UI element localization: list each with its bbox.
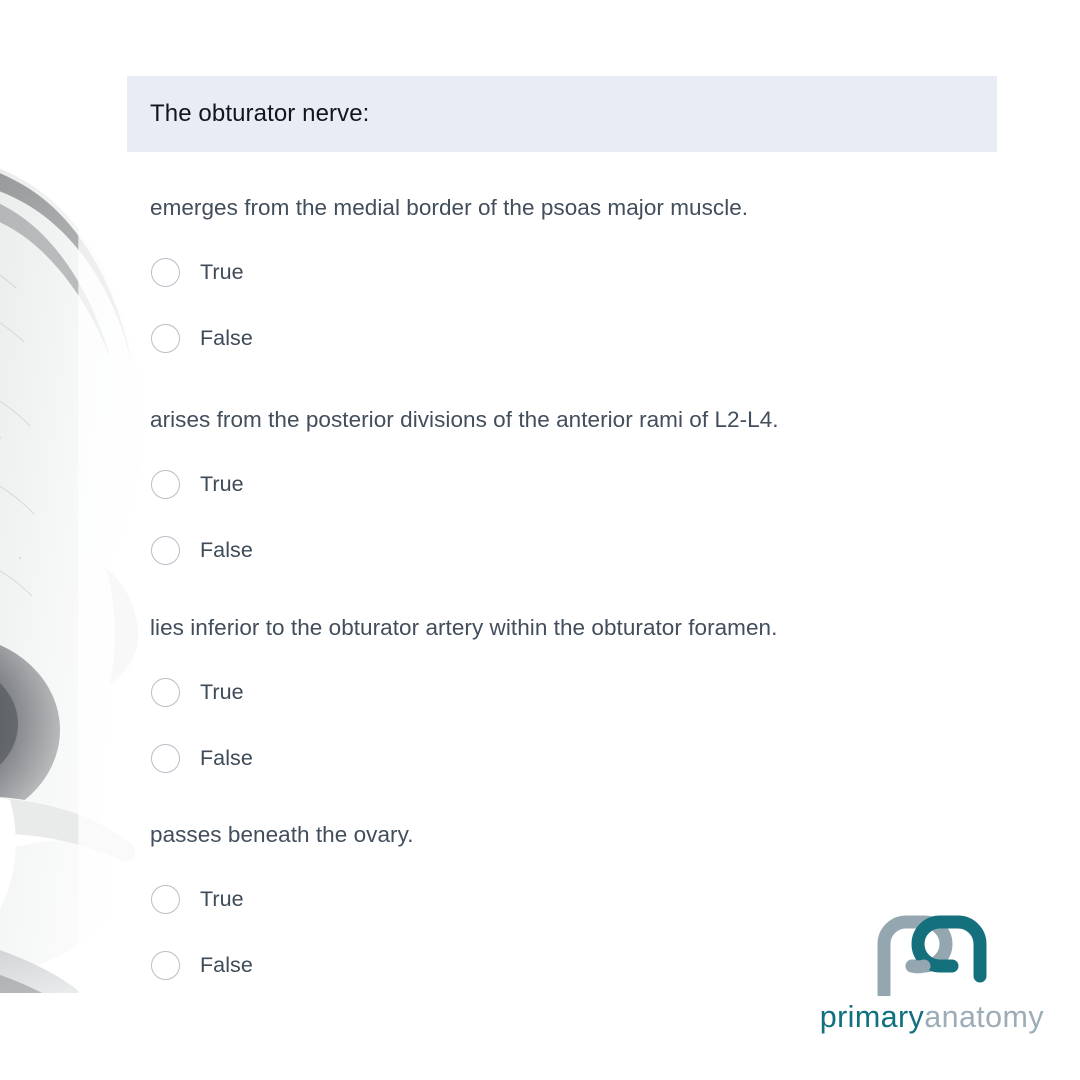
option-row-true[interactable] <box>151 675 244 709</box>
option-label-true: True <box>200 259 244 284</box>
question-text: arises from the posterior divisions of the anterior rami of L2-L4. <box>150 407 779 432</box>
option-label-true: True <box>200 886 244 911</box>
question-block <box>150 613 1010 770</box>
pa-monogram-icon <box>872 910 992 996</box>
radio-button-true[interactable] <box>151 678 180 707</box>
radio-button-false[interactable] <box>151 324 180 353</box>
brand-word-anatomy: anatomy <box>924 999 1044 1034</box>
question-block <box>150 193 1010 350</box>
option-row-true[interactable] <box>151 255 244 289</box>
option-row-false[interactable] <box>151 741 253 775</box>
brand-wordmark <box>819 999 1044 1034</box>
brand-logo <box>820 910 1044 1033</box>
question-block <box>150 820 1010 977</box>
question-text: lies inferior to the obturator artery within the obturator foramen. <box>150 615 778 640</box>
option-label-false: False <box>200 745 253 770</box>
option-label-false: False <box>200 537 253 562</box>
question-text: emerges from the medial border of the psoas major muscle. <box>150 195 749 220</box>
question-text: passes beneath the ovary. <box>150 822 414 847</box>
brand-word-primary: primary <box>819 999 925 1034</box>
option-label-false: False <box>200 952 253 977</box>
option-row-true[interactable] <box>151 882 244 916</box>
radio-button-true[interactable] <box>151 258 180 287</box>
option-label-true: True <box>200 679 244 704</box>
option-row-true[interactable] <box>151 467 244 501</box>
option-row-false[interactable] <box>151 321 253 355</box>
question-stem-text: The obturator nerve: <box>150 100 370 127</box>
option-row-false[interactable] <box>151 948 253 982</box>
radio-button-false[interactable] <box>151 951 180 980</box>
radio-button-false[interactable] <box>151 536 180 565</box>
option-label-true: True <box>200 471 244 496</box>
question-block <box>150 405 1010 562</box>
option-label-false: False <box>200 325 253 350</box>
radio-button-true[interactable] <box>151 885 180 914</box>
radio-button-true[interactable] <box>151 470 180 499</box>
option-row-false[interactable] <box>151 533 253 567</box>
question-stem-banner <box>127 76 997 152</box>
radio-button-false[interactable] <box>151 744 180 773</box>
